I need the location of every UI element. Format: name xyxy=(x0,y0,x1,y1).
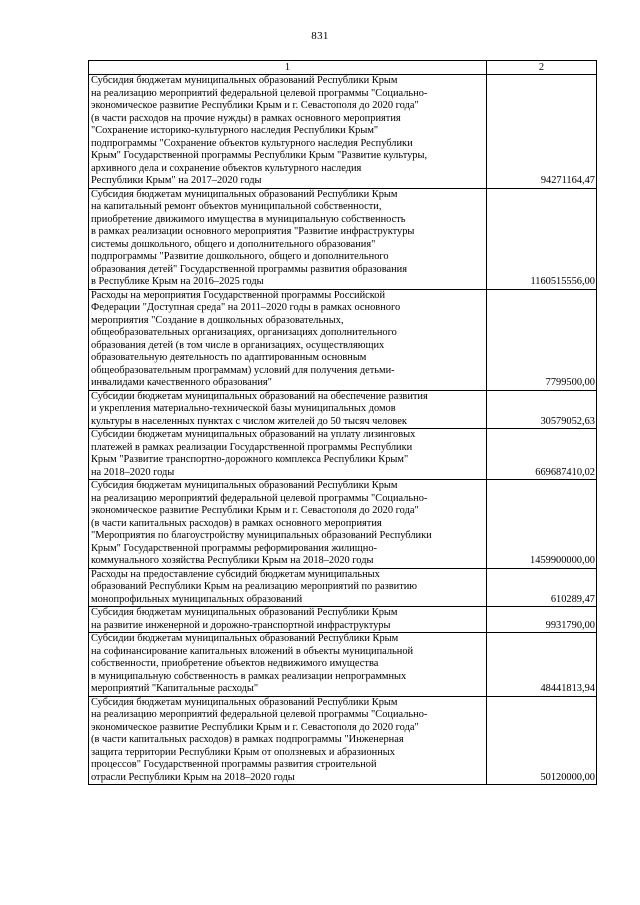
row-description: Субсидия бюджетам муниципальных образований Республики Крым на капитальный ремонт объектов муниципальной собственности, приобретение движимого имущества в муниципальную собственность в рамках реализации основного мероприятия "Развитие инфраструктуры системы дошкольного, общего и дополнительного образования" подпрограммы "Развитие дошкольного, общего и дополнительного образования детей" Государственной программы развития образования в Республике Крым на 2016–2025 годы xyxy=(89,188,487,289)
subsidy-table xyxy=(88,60,597,785)
table-row xyxy=(89,390,597,429)
row-amount: 1160515556,00 xyxy=(487,188,597,289)
row-amount: 9931790,00 xyxy=(487,607,597,633)
row-description: Субсидия бюджетам муниципальных образований Республики Крым на развитие инженерной и дорожно-транспортной инфраструктуры xyxy=(89,607,487,633)
row-amount: 669687410,02 xyxy=(487,429,597,480)
row-description: Субсидия бюджетам муниципальных образований Республики Крым на реализацию мероприятий федеральной целевой программы "Социально- экономическое развитие Республики Крым и г. Севастополя до 2020 года" (в части расходов на прочие нужды) в рамках основного мероприятия "Сохранение историко-культурного наследия Республики Крым" подпрограммы "Сохранение объектов культурного наследия Республики Крым" Государственной программы Республики Крым "Развитие культуры, архивного дела и сохранение объектов культурного наследия Республики Крым" на 2017–2020 годы xyxy=(89,75,487,189)
table-row xyxy=(89,607,597,633)
table-row xyxy=(89,429,597,480)
header-row xyxy=(89,61,597,75)
row-description: Расходы на предоставление субсидий бюджетам муниципальных образований Республики Крым на реализацию мероприятий по развитию монопрофильных муниципальных образований xyxy=(89,568,487,607)
page-number: 831 xyxy=(311,30,329,42)
row-description: Субсидия бюджетам муниципальных образований Республики Крым на реализацию мероприятий федеральной целевой программы "Социально- экономическое развитие Республики Крым и г. Севастополя до 2020 года" (в части капитальных расходов) в рамках подпрограммы "Инженерная защита территории Республики Крым от оползневых и абразионных процессов" Государственной программы развития строительной отрасли Республики Крым на 2018–2020 годы xyxy=(89,696,487,785)
table-row xyxy=(89,75,597,189)
row-amount: 94271164,47 xyxy=(487,75,597,189)
column-header-1: 1 xyxy=(89,61,487,75)
table-row xyxy=(89,696,597,785)
row-description: Субсидия бюджетам муниципальных образований Республики Крым на реализацию мероприятий федеральной целевой программы "Социально- экономическое развитие Республики Крым и г. Севастополя до 2020 года" (в части капитальных расходов) в рамках основного мероприятия "Мероприятия по благоустройству муниципальных образований Республики Крым" Государственной программы реформирования жилищно- коммунального хозяйства Республики Крым на 2018–2020 годы xyxy=(89,480,487,569)
table-row xyxy=(89,480,597,569)
row-amount: 50120000,00 xyxy=(487,696,597,785)
column-header-2: 2 xyxy=(487,61,597,75)
row-amount: 30579052,63 xyxy=(487,390,597,429)
row-description: Субсидии бюджетам муниципальных образований на уплату лизинговых платежей в рамках реализации Государственной программы Республики Крым "Развитие транспортно-дорожного комплекса Республики Крым" на 2018–2020 годы xyxy=(89,429,487,480)
row-amount: 7799500,00 xyxy=(487,289,597,390)
row-description: Расходы на мероприятия Государственной программы Российской Федерации "Доступная среда" на 2011–2020 годы в рамках основного мероприятия "Создание в дошкольных образовательных, общеобразовательных организациях, организациях дополнительного образования детей (в том числе в организациях, осуществляющих образовательную деятельность по адаптированным основным общеобразовательным программам) условий для получения детьми- инвалидами качественного образования" xyxy=(89,289,487,390)
table-row xyxy=(89,289,597,390)
row-description: Субсидии бюджетам муниципальных образований на обеспечение развития и укрепления материально-технической базы муниципальных домов культуры в населенных пунктах с числом жителей до 50 тысяч человек xyxy=(89,390,487,429)
row-amount: 610289,47 xyxy=(487,568,597,607)
row-amount: 1459900000,00 xyxy=(487,480,597,569)
row-description: Субсидии бюджетам муниципальных образований Республики Крым на софинансирование капитальных вложений в объекты муниципальной собственности, приобретение объектов недвижимого имущества в муниципальную собственность в рамках реализации непрограммных мероприятий "Капитальные расходы" xyxy=(89,633,487,697)
table-row xyxy=(89,633,597,697)
row-amount: 48441813,94 xyxy=(487,633,597,697)
table-row xyxy=(89,188,597,289)
table-row xyxy=(89,568,597,607)
